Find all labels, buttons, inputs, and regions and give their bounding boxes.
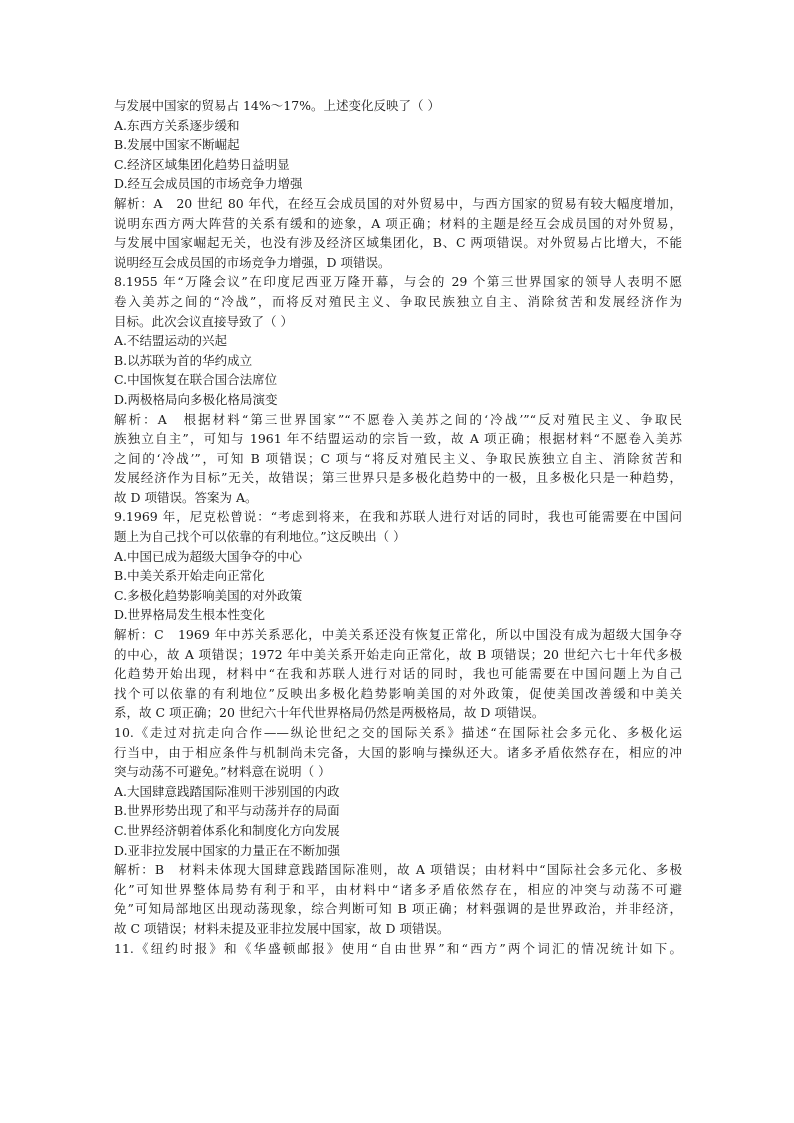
text-line: 题上为自己找个可以依靠的有利地位。”这反映出（ ） (114, 529, 406, 545)
text-line: 解析：A 根据材料“第三世界国家”“不愿卷入美苏之间的‘冷战’”“反对殖民主义、争取民 (114, 411, 682, 427)
text-line: B.中美关系开始走向正常化 (114, 568, 265, 584)
text-line: 解析：A 20 世纪 80 年代，在经互会成员国的对外贸易中，与西方国家的贸易有较大幅度增加， (114, 195, 682, 211)
text-line: C.中国恢复在联合国合法席位 (114, 372, 278, 388)
text-line: 目标。此次会议直接导致了（ ） (114, 313, 293, 329)
text-line: 发展经济作为目标”无关，故错误；第三世界只是多极化趋势中的一极，且多极化只是一种趋势， (114, 470, 682, 486)
text-line: 8.1955 年“万隆会议”在印度尼西亚万隆开幕，与会的 29 个第三世界国家的领导人表明不愿 (114, 274, 682, 290)
text-line: 化趋势开始出现，材料中“在我和苏联人进行对话的同时，我也可能需要在中国问题上为自己 (114, 666, 682, 682)
text-line: D.经互会成员国的市场竞争力增强 (114, 176, 303, 192)
text-line: 说明经互会成员国的市场竞争力增强，D 项错误。 (114, 254, 391, 270)
text-line: 突与动荡不可避免。”材料意在说明（ ） (114, 764, 331, 780)
text-line: 10.《走过对抗走向合作——纵论世纪之交的国际关系》描述“在国际社会多元化、多极化运 (114, 725, 682, 740)
text-line: 与发展中国家崛起无关，也没有涉及经济区域集团化，B、C 两项错误。对外贸易占比增大，不能 (114, 235, 682, 251)
text-line: 卷入美苏之间的“冷战”，而将反对殖民主义、争取民族独立自主、消除贫苦和发展经济作为 (114, 293, 682, 309)
text-line: B.世界形势出现了和平与动荡并存的局面 (114, 803, 340, 819)
text-line: B.发展中国家不断崛起 (114, 137, 240, 153)
text-line: D.亚非拉发展中国家的力量正在不断加强 (114, 842, 341, 858)
text-line: B.以苏联为首的华约成立 (114, 352, 253, 368)
text-line: D.世界格局发生根本性变化 (114, 607, 266, 623)
text-line: 解析：C 1969 年中苏关系恶化，中美关系还没有恢复正常化，所以中国没有成为超级大国争夺 (114, 627, 682, 643)
text-line: 与发展中国家的贸易占 14%～17%。上述变化反映了（ ） (114, 98, 441, 113)
text-line: 系，故 C 项正确；20 世纪六十年代世界格局仍然是两极格局，故 D 项错误。 (114, 705, 545, 721)
text-line: 解析：B 材料未体现大国肆意践踏国际准则，故 A 项错误；由材料中“国际社会多元化、多极 (114, 862, 682, 878)
text-line: D.两极格局向多极化格局演变 (114, 391, 278, 407)
text-line: 之间的‘冷战’”，可知 B 项错误；C 项与“将反对殖民主义、争取民族独立自主、消除贫苦和 (114, 450, 682, 466)
text-line: 说明东西方两大阵营的关系有缓和的迹象，A 项正确；材料的主题是经互会成员国的对外贸易， (114, 215, 682, 231)
text-line: 的中心，故 A 项错误；1972 年中美关系开始走向正常化，故 B 项错误；20 世纪六七十年代多极 (114, 646, 682, 662)
text-line: A.东西方关系逐步缓和 (114, 117, 240, 133)
text-line: 故 D 项错误。答案为 A。 (114, 489, 258, 505)
text-line: 族独立自主”，可知与 1961 年不结盟运动的宗旨一致，故 A 项正确；根据材料“不愿卷入美苏 (114, 431, 682, 447)
document-page (114, 96, 682, 958)
text-line: 故 C 项错误；材料未提及亚非拉发展中国家，故 D 项错误。 (114, 920, 450, 936)
text-line: 行当中，由于相应条件与机制尚未完备，大国的影响与操纵还大。诸多矛盾依然存在，相应的冲 (114, 744, 682, 760)
text-line: 11.《纽约时报》和《华盛顿邮报》使用“自由世界”和“西方”两个词汇的情况统计如下。 (114, 940, 682, 956)
text-line: A.大国肆意践踏国际准则干涉别国的内政 (114, 783, 340, 799)
text-line: C.世界经济朝着体系化和制度化方向发展 (114, 822, 340, 838)
text-line: 化”可知世界整体局势有利于和平，由材料中“诸多矛盾依然存在，相应的冲突与动荡不可避 (114, 881, 682, 897)
text-line: 免”可知局部地区出现动荡现象，综合判断可知 B 项正确；材料强调的是世界政治，并非经济， (114, 901, 682, 917)
text-line: A.不结盟运动的兴起 (114, 333, 228, 349)
text-line: 找个可以依靠的有利地位”反映出多极化趋势影响美国的对外政策，促使美国改善缓和中美关 (114, 685, 682, 701)
text-line: C.经济区域集团化趋势日益明显 (114, 156, 290, 172)
text-line: A.中国已成为超级大国争夺的中心 (114, 548, 303, 564)
text-line: 9.1969 年，尼克松曾说：“考虑到将来，在我和苏联人进行对话的同时，我也可能需要在中国问 (114, 509, 682, 525)
text-line: C.多极化趋势影响美国的对外政策 (114, 587, 303, 603)
